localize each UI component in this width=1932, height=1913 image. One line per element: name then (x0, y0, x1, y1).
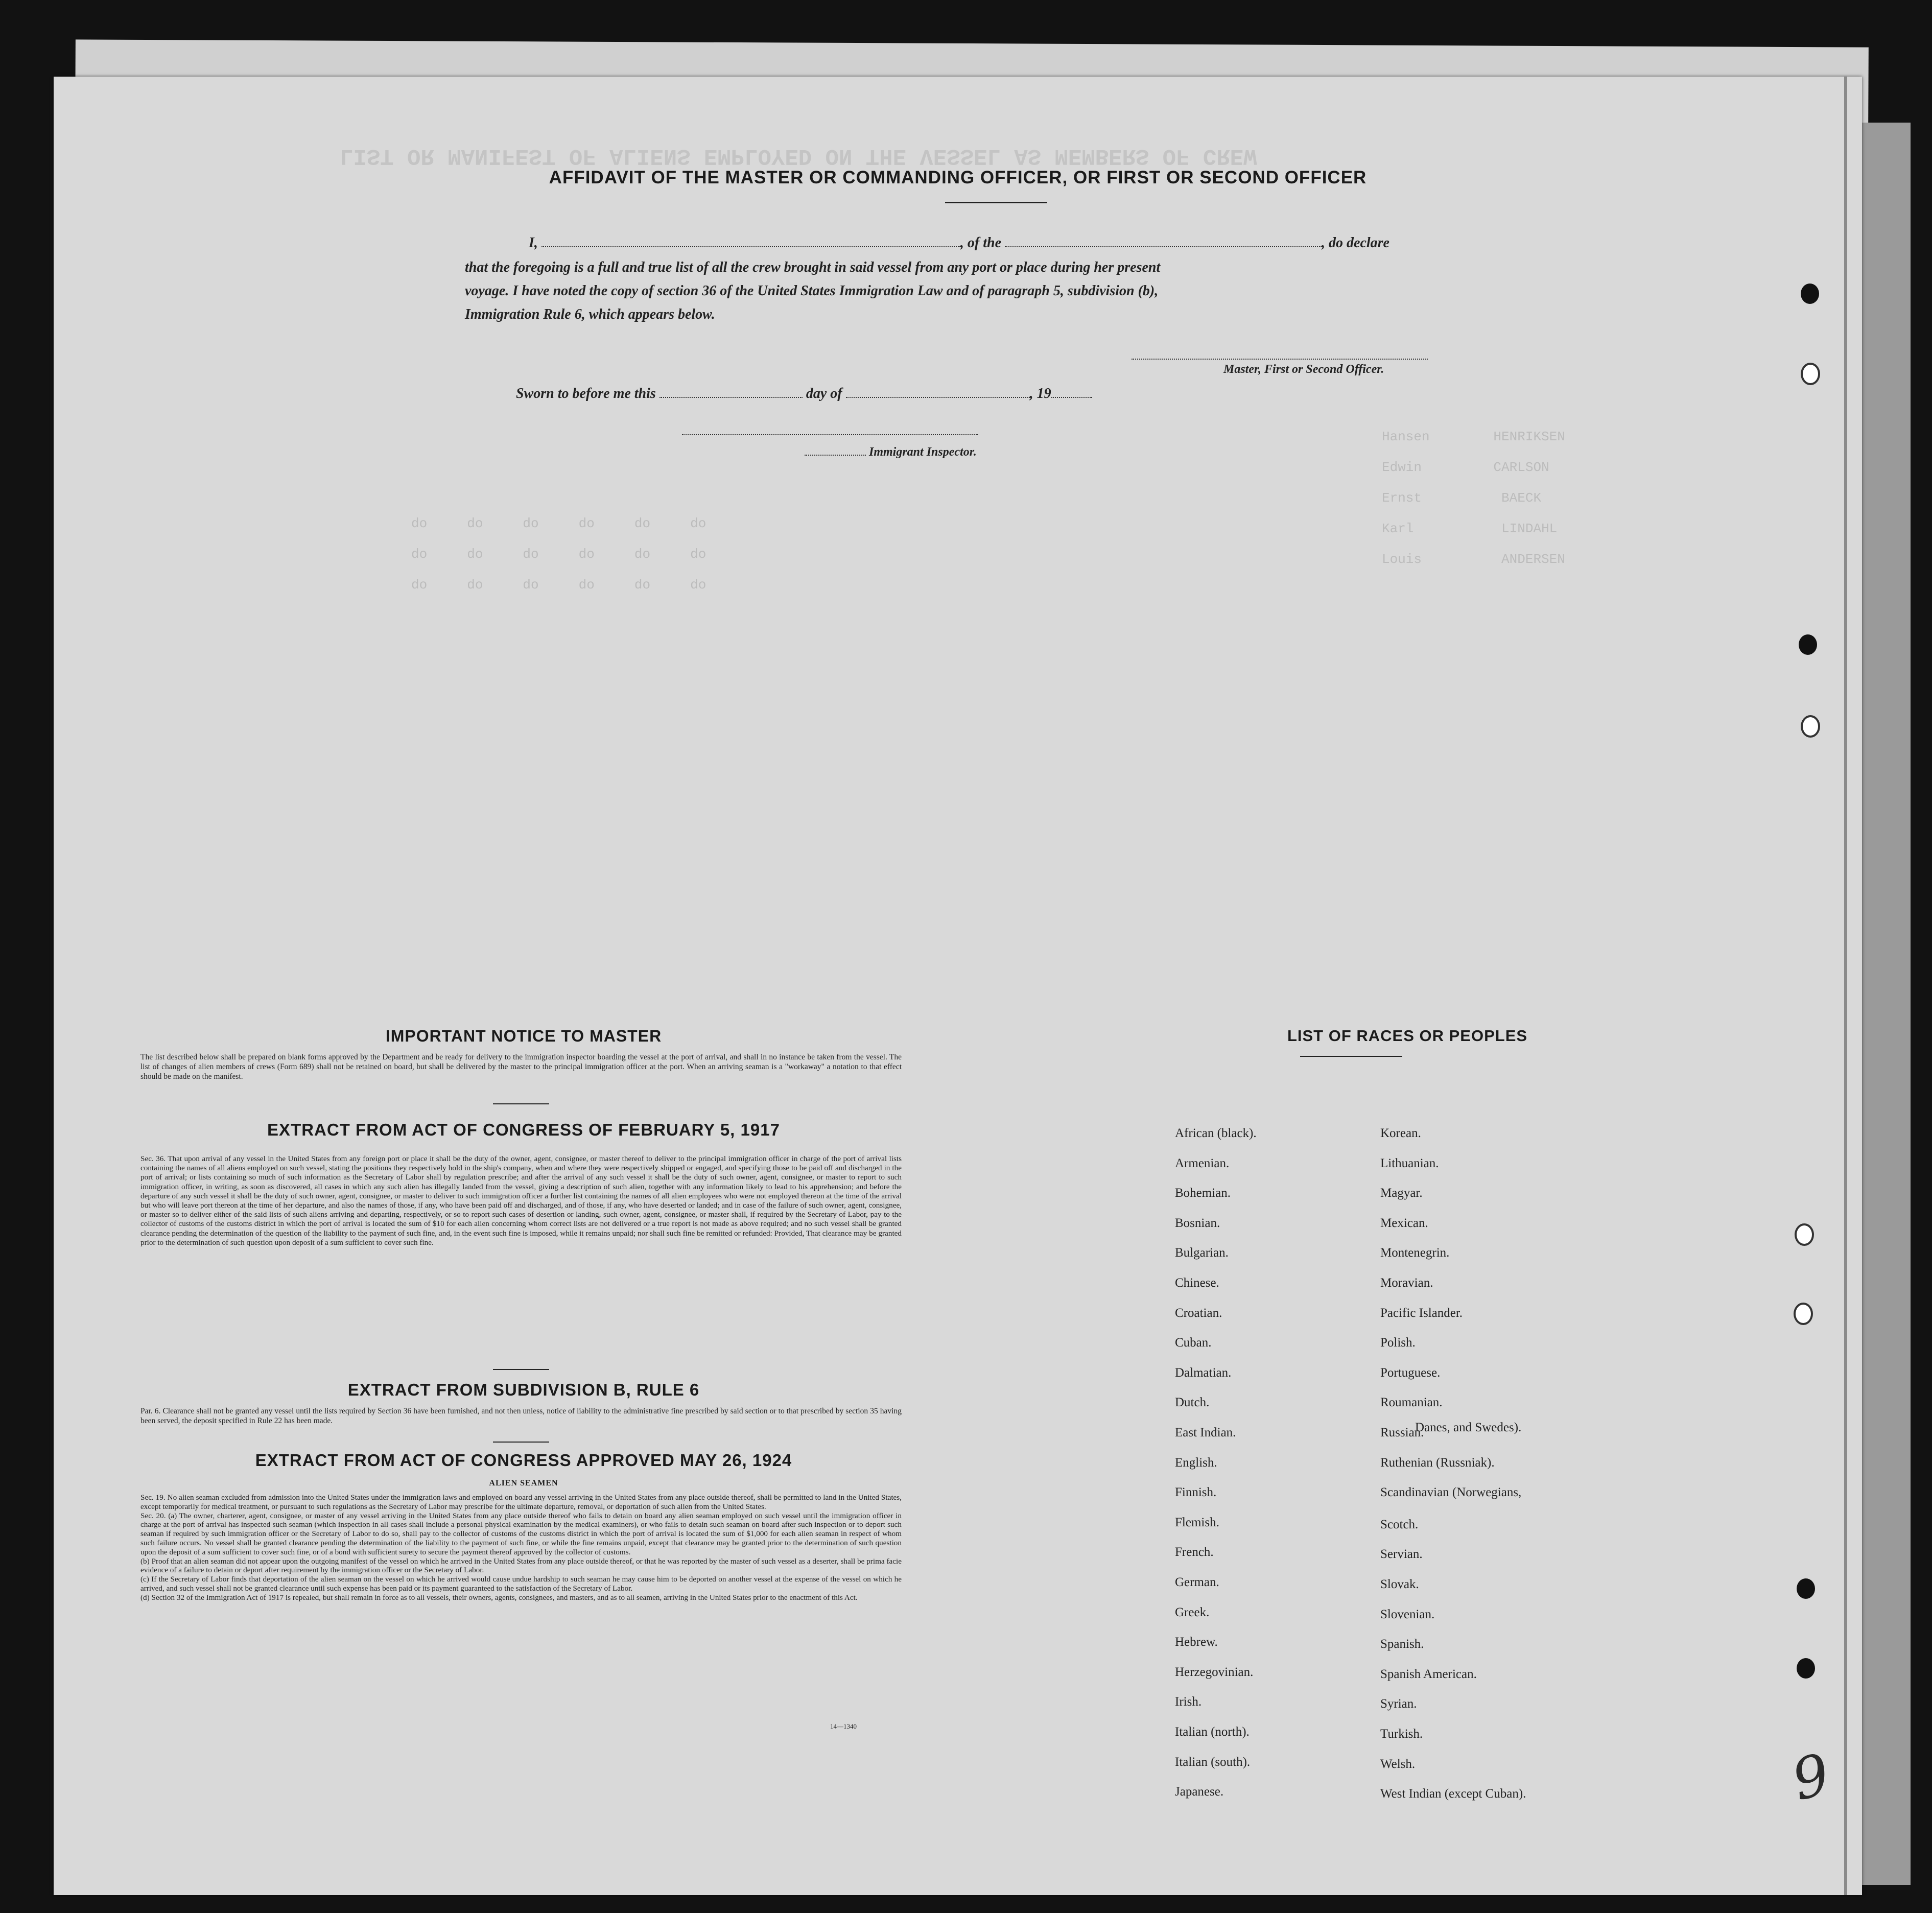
punch-hole (1794, 1303, 1813, 1325)
punch-hole (1799, 634, 1817, 655)
act1917-rule (493, 1369, 549, 1370)
punch-hole (1801, 284, 1819, 304)
rule6-rule (493, 1442, 549, 1443)
race-item: Syrian. (1380, 1697, 1417, 1711)
race-item: Italian (north). (1175, 1725, 1250, 1739)
act1924-sec20d: (d) Section 32 of the Immigration Act of 1917 is repealed, but shall remain in force as to all vessels, their owners, agents, consignees, and masters, and as to all seamen, arriving in the United States prior to the enactment of this Act. (140, 1593, 858, 1602)
punch-hole (1797, 1578, 1815, 1599)
declarant-prefix: I, (529, 235, 538, 251)
race-item: French. (1175, 1545, 1214, 1560)
act1924-sec19: Sec. 19. No alien seaman excluded from admission into the United States under the immigration laws and employed on board any vessel arriving in the United States from any place outside thereof, shall be permitted to land in the United States, except temporarily for medical treatment, or pursuant to such regulations as the Secretary of Labor may prescribe for the ultimate departure, removal, or deportation of such alien from the United States. (140, 1493, 902, 1511)
race-item: Turkish. (1380, 1727, 1423, 1741)
sworn-label: Sworn to before me this (516, 386, 656, 402)
race-item: Scotch. (1380, 1517, 1419, 1531)
race-item: Irish. (1175, 1695, 1202, 1709)
race-col2-continuation: Danes, and Swedes). (1415, 1421, 1522, 1434)
race-item: Dutch. (1175, 1396, 1210, 1410)
race-item: East Indian. (1175, 1426, 1236, 1439)
act1924-sec20b: (b) Proof that an alien seaman did not appear upon the outgoing manifest of the vessel on which he arrived in the United States from any place outside thereof, or that he was reported by the master of such vessel as a deserter, shall be prima facie evidence of a failure to detain or deport after requirement by the immigration officer or the Secretary of Labor. (140, 1556, 902, 1575)
race-item: Pacific Islander. (1380, 1306, 1463, 1320)
of-the-label: , of the (960, 235, 1002, 251)
affidavit-title-rule (945, 202, 1047, 203)
race-item: Bosnian. (1175, 1216, 1220, 1230)
notice-rule (493, 1103, 549, 1104)
race-item: Japanese. (1175, 1785, 1224, 1799)
race-item: Cuban. (1175, 1336, 1212, 1350)
sheet-edge-line (1844, 77, 1847, 1895)
race-item: Hebrew. (1175, 1635, 1218, 1649)
sworn-day-field[interactable] (659, 397, 803, 398)
race-item: Ruthenian (Russniak). (1380, 1455, 1495, 1470)
race-item: English. (1175, 1455, 1217, 1470)
race-item: Lithuanian. (1380, 1156, 1439, 1170)
master-signature-field[interactable] (1132, 359, 1428, 360)
race-item: Polish. (1380, 1336, 1416, 1350)
punch-hole (1801, 715, 1820, 738)
manifest-page (54, 77, 1862, 1895)
race-item: Greek. (1175, 1605, 1210, 1619)
race-item: Slovak. (1380, 1577, 1419, 1591)
year-prefix: , 19 (1029, 386, 1051, 402)
race-item: Welsh. (1380, 1757, 1416, 1771)
act1924-body (140, 1493, 902, 1602)
bleed-through-column: Hansen HENRIKSEN Edwin CARLSON Ernst BAECK Karl LINDAHL Louis ANDERSEN (1382, 429, 1565, 567)
race-item: Armenian. (1175, 1156, 1230, 1170)
race-item: West Indian (except Cuban). (1380, 1787, 1526, 1801)
races-title-rule (1300, 1056, 1402, 1057)
form-number: 14—1340 (830, 1722, 857, 1730)
race-item: Dalmatian. (1175, 1365, 1232, 1380)
inspector-signature-field[interactable] (682, 434, 978, 435)
act1917-title: EXTRACT FROM ACT OF CONGRESS OF FEBRUARY 5, 1917 (267, 1120, 780, 1139)
races-title: LIST OF RACES OR PEOPLES (1287, 1027, 1528, 1045)
rule6-title: EXTRACT FROM SUBDIVISION B, RULE 6 (347, 1380, 700, 1399)
sworn-line (516, 386, 1231, 402)
sworn-month-field[interactable] (846, 397, 1030, 398)
race-item: Roumanian. (1380, 1396, 1443, 1410)
race-item: Russian. (1380, 1426, 1424, 1439)
race-item: Servian. (1380, 1547, 1423, 1562)
bleed-through-header: LIST OR MANIFEST OF ALIENS EMPLOYED ON THE VESSEL AS MEMBERS OF CREW (340, 143, 1257, 169)
sworn-year-field[interactable] (1051, 397, 1092, 398)
race-item: Flemish. (1175, 1515, 1219, 1529)
race-item: Mexican. (1380, 1216, 1428, 1230)
handwritten-page-mark: 9 (1785, 1741, 1836, 1813)
affidavit-line3: voyage. I have noted the copy of section 36 of the United States Immigration Law and of paragraph 5, subdivision (b), (465, 283, 1159, 299)
affidavit-line2: that the foregoing is a full and true list of all the crew brought in said vessel from any port or place during her present (465, 259, 1161, 275)
race-item: Portuguese. (1380, 1365, 1441, 1380)
day-of-label: day of (806, 386, 842, 402)
race-item: Chinese. (1175, 1276, 1219, 1290)
affidavit-line1 (529, 235, 1520, 251)
declarant-name-field[interactable] (541, 246, 960, 247)
punch-hole (1801, 363, 1820, 385)
notice-title: IMPORTANT NOTICE TO MASTER (385, 1027, 662, 1045)
inspector-caption-line (805, 445, 977, 459)
race-item: Finnish. (1175, 1485, 1217, 1500)
act1924-title: EXTRACT FROM ACT OF CONGRESS APPROVED MAY 26, 1924 (255, 1451, 792, 1470)
race-item: Magyar. (1380, 1186, 1423, 1200)
race-item: African (black). (1175, 1126, 1257, 1140)
race-item: German. (1175, 1575, 1219, 1589)
inspector-caption: Immigrant Inspector. (869, 445, 977, 459)
race-item: Bulgarian. (1175, 1246, 1229, 1260)
punch-hole (1797, 1658, 1815, 1679)
race-item: Montenegrin. (1380, 1246, 1450, 1260)
act1924-sec20a: Sec. 20. (a) The owner, charterer, agent, consignee, or master of any vessel arriving in the United States from any place outside thereof who fails to detain on board any alien seaman employed on such vessel until the immigration officer in charge at the port of arrival has inspected such seaman (which inspection in all cases shall include a personal physical examination by the medical examiners), or who fails to detain such seaman on board after such inspection or to deport such seaman if required by such immigration officer or the Secretary of Labor to do so, shall pay to the collector of customs of the customs district in which the port of arrival is located the sum of $1,000 for each alien seaman in respect of whom such failure occurs. No vessel shall be granted clearance pending the determination of the liability to the payment of such fine, or while the fine remains unpaid, except that clearance may be granted prior to the determination of such question upon the deposit of a sum sufficient to cover such fine, or of a bond with sufficient surety to secure the payment thereof approved by the collector of customs. (140, 1511, 902, 1556)
punch-hole (1795, 1223, 1814, 1246)
race-item: Croatian. (1175, 1306, 1222, 1320)
race-item: Spanish. (1380, 1637, 1424, 1651)
affidavit-line4: Immigration Rule 6, which appears below. (465, 306, 715, 322)
act1924-sec20c: (c) If the Secretary of Labor finds that deportation of the alien seaman on the vessel on which he arrived would cause undue hardship to such seaman he may cause him to be deported on another vessel at the expense of the vessel on which he arrived, and such vessel shall not be granted clearance until such expense has been paid or its payment guaranteed to the satisfaction of the Secretary of Labor. (140, 1575, 902, 1593)
race-item: Scandinavian (Norwegians, (1380, 1485, 1522, 1500)
rule6-text: Par. 6. Clearance shall not be granted any vessel until the lists required by Section 36 have been furnished, and not then unless, notice of liability to the administrative fine prescribed by said section or to that prescribed by section 35 having been served, the deposit specified in Rule 22 has been made. (140, 1407, 902, 1425)
race-item: Slovenian. (1380, 1607, 1435, 1621)
master-signature-caption: Master, First or Second Officer. (1223, 363, 1384, 376)
declare-label: , do declare (1322, 235, 1389, 251)
notice-text: The list described below shall be prepared on blank forms approved by the Department and be ready for delivery to the immigration inspector boarding the vessel at the port of arrival, and shall in no instance be taken from the vessel. The list of changes of alien members of crews (Form 689) shall not be retained on board, but shall be delivered by the master to the principal immigration officer at the port. When an arriving seaman is a "workaway" a notation to that effect should be made on the manifest. (140, 1053, 902, 1081)
affidavit-title: AFFIDAVIT OF THE MASTER OR COMMANDING OFFICER, OR FIRST OR SECOND OFFICER (549, 168, 1367, 187)
race-item: Herzegovinian. (1175, 1665, 1254, 1679)
race-item: Moravian. (1380, 1276, 1433, 1290)
back-sheet-edge (1859, 123, 1911, 1885)
act1924-subtitle: ALIEN SEAMEN (489, 1479, 558, 1487)
race-item: Korean. (1380, 1126, 1421, 1140)
race-item: Spanish American. (1380, 1667, 1477, 1681)
vessel-name-field[interactable] (1005, 246, 1322, 247)
act1917-text: Sec. 36. That upon arrival of any vessel in the United States from any foreign port or place it shall be the duty of the owner, agent, consignee, or master thereof to deliver to the principal immigration officer in charge of the port of arrival lists containing the names of all aliens employed on such vessel, stating the positions they respectively hold in the ship's company, when and where they were respectively shipped or engaged, and specifying those to be paid off and discharged in the port of arrival; or lists containing so much of such information as the Secretary of Labor shall by regulation prescribe; and after the arrival of any such vessel it shall be the duty of such owner, agent, consignee, or master to report to such immigration officer, in writing, as soon as discovered, all cases in which any such alien has illegally landed from the vessel, giving a description of such alien, together with any information likely to lead to his apprehension; and before the departure of any such vessel it shall be the duty of such owner, agent, consignee, or master to deliver to such immigration officer a further list containing the names of all alien employees who were not employed thereon at the time of the arrival but who will leave port thereon at the time of her departure, and also the names of those, if any, who have been paid off and discharged, and of those, if any, who have deserted or landed; and in case of the failure of such owner, agent, consignee, or master so to deliver either of the said lists of such aliens arriving and departing, respectively, or so to report such cases of desertion or landing, such owner, agent, consignee, or master shall, if required by the Secretary of Labor, pay to the collector of customs of the customs district in which the port of arrival is located the sum of $10 for each alien concerning whom correct lists are not delivered or a true report is not made as above required; and no such vessel shall be granted clearance pending the determination of the question of the liability to the payment of such fine, and, in the event such fine is imposed, while it remains unpaid; nor shall such fine be remitted or refunded: Provided, That clearance may be granted prior to the determination of such question upon deposit of a sum sufficient to cover such fine. (140, 1154, 902, 1247)
bleed-through-rows: do do do do do do do do do do do do do do do do do do (411, 516, 706, 593)
race-item: Bohemian. (1175, 1186, 1231, 1200)
race-item: Italian (south). (1175, 1755, 1251, 1769)
